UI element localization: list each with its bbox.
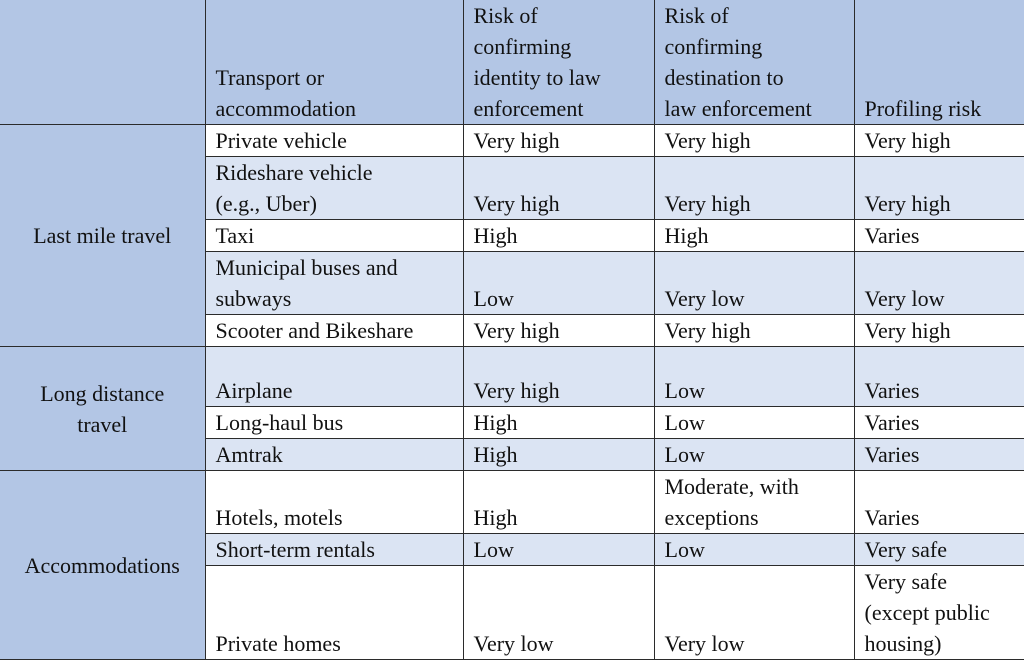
cell-identity	[463, 471, 654, 534]
cell-profiling	[854, 252, 1024, 315]
cell-text: Amtrak	[215, 442, 283, 467]
cell-text: High	[664, 223, 709, 248]
cell-text: Low	[664, 410, 705, 435]
cell-text: Municipal buses and subways	[215, 255, 398, 311]
cell-text: Risk of confirming destination to law enforcement	[664, 3, 812, 121]
cell-text: Varies	[864, 378, 920, 403]
group-label-accommodations	[0, 471, 205, 660]
cell-destination	[654, 566, 854, 660]
cell-text: Accommodations	[24, 552, 180, 578]
cell-text: Scooter and Bikeshare	[215, 318, 414, 343]
cell-text: Low	[473, 286, 514, 311]
cell-text: Short-term rentals	[215, 537, 375, 562]
header-corner	[0, 0, 205, 125]
cell-text: Very high	[473, 191, 560, 216]
cell-text: Very low	[664, 631, 745, 656]
cell-text: Very high	[664, 191, 751, 216]
cell-text: Long distance travel	[40, 380, 165, 437]
cell-text: Very safe (except public housing)	[864, 569, 990, 656]
cell-mode	[205, 315, 463, 347]
cell-identity	[463, 407, 654, 439]
cell-text: Low	[473, 537, 514, 562]
cell-text: Varies	[864, 442, 920, 467]
cell-mode	[205, 439, 463, 471]
cell-text: Moderate, with exceptions	[664, 474, 799, 530]
cell-destination	[654, 534, 854, 566]
cell-text: Transport or accommodation	[215, 65, 357, 121]
cell-text: Risk of confirming identity to law enforcement	[473, 3, 601, 121]
cell-identity	[463, 125, 654, 157]
cell-destination	[654, 347, 854, 407]
cell-profiling	[854, 566, 1024, 660]
header-row	[0, 0, 1024, 125]
cell-text: Hotels, motels	[215, 505, 343, 530]
cell-text: Varies	[864, 223, 920, 248]
cell-text: Very safe	[864, 537, 947, 562]
cell-destination	[654, 471, 854, 534]
cell-text: Very high	[664, 318, 751, 343]
cell-identity	[463, 566, 654, 660]
cell-text: Very low	[864, 286, 945, 311]
cell-destination	[654, 439, 854, 471]
cell-profiling	[854, 471, 1024, 534]
cell-text: Private vehicle	[215, 128, 347, 153]
cell-identity	[463, 220, 654, 252]
cell-profiling	[854, 157, 1024, 220]
cell-text: Last mile travel	[33, 223, 172, 248]
cell-text: Very high	[664, 128, 751, 153]
cell-identity	[463, 534, 654, 566]
cell-identity	[463, 439, 654, 471]
group-label-last-mile	[0, 125, 205, 347]
cell-mode	[205, 534, 463, 566]
cell-mode	[205, 220, 463, 252]
cell-mode	[205, 252, 463, 315]
cell-identity	[463, 252, 654, 315]
cell-mode	[205, 347, 463, 407]
cell-profiling	[854, 347, 1024, 407]
cell-profiling	[854, 439, 1024, 471]
cell-destination	[654, 220, 854, 252]
cell-identity	[463, 157, 654, 220]
cell-text: Long-haul bus	[215, 410, 344, 435]
cell-text: Profiling risk	[864, 96, 982, 121]
cell-text: Taxi	[215, 223, 255, 248]
table-row	[0, 471, 1024, 534]
table-row	[0, 125, 1024, 157]
cell-text: Very low	[473, 631, 554, 656]
group-label-long-distance	[0, 347, 205, 471]
cell-destination	[654, 407, 854, 439]
cell-destination	[654, 315, 854, 347]
cell-profiling	[854, 534, 1024, 566]
cell-text: Very high	[473, 128, 560, 153]
cell-text: Very high	[473, 378, 560, 403]
cell-identity	[463, 347, 654, 407]
cell-profiling	[854, 315, 1024, 347]
header-profiling-risk	[854, 0, 1024, 125]
cell-text: Low	[664, 378, 705, 403]
header-transport	[205, 0, 463, 125]
cell-identity	[463, 315, 654, 347]
cell-text: Very high	[864, 318, 951, 343]
cell-text: Very high	[473, 318, 560, 343]
cell-mode	[205, 471, 463, 534]
cell-text: Very high	[864, 191, 951, 216]
cell-profiling	[854, 220, 1024, 252]
cell-text: High	[473, 442, 518, 467]
cell-mode	[205, 125, 463, 157]
cell-mode	[205, 407, 463, 439]
cell-text: Varies	[864, 410, 920, 435]
header-destination-risk	[654, 0, 854, 125]
table-row	[0, 347, 1024, 407]
header-identity-risk	[463, 0, 654, 125]
cell-text: Private homes	[215, 631, 341, 656]
cell-text: Rideshare vehicle (e.g., Uber)	[215, 160, 373, 216]
cell-text: Very low	[664, 286, 745, 311]
cell-text: High	[473, 223, 518, 248]
cell-destination	[654, 157, 854, 220]
cell-text: Varies	[864, 505, 920, 530]
cell-mode	[205, 157, 463, 220]
cell-text: High	[473, 505, 518, 530]
cell-profiling	[854, 125, 1024, 157]
cell-text: Low	[664, 442, 705, 467]
cell-text: Airplane	[215, 378, 293, 403]
cell-text: Low	[664, 537, 705, 562]
cell-destination	[654, 125, 854, 157]
cell-mode	[205, 566, 463, 660]
cell-profiling	[854, 407, 1024, 439]
cell-text: Very high	[864, 128, 951, 153]
cell-destination	[654, 252, 854, 315]
cell-text: High	[473, 410, 518, 435]
